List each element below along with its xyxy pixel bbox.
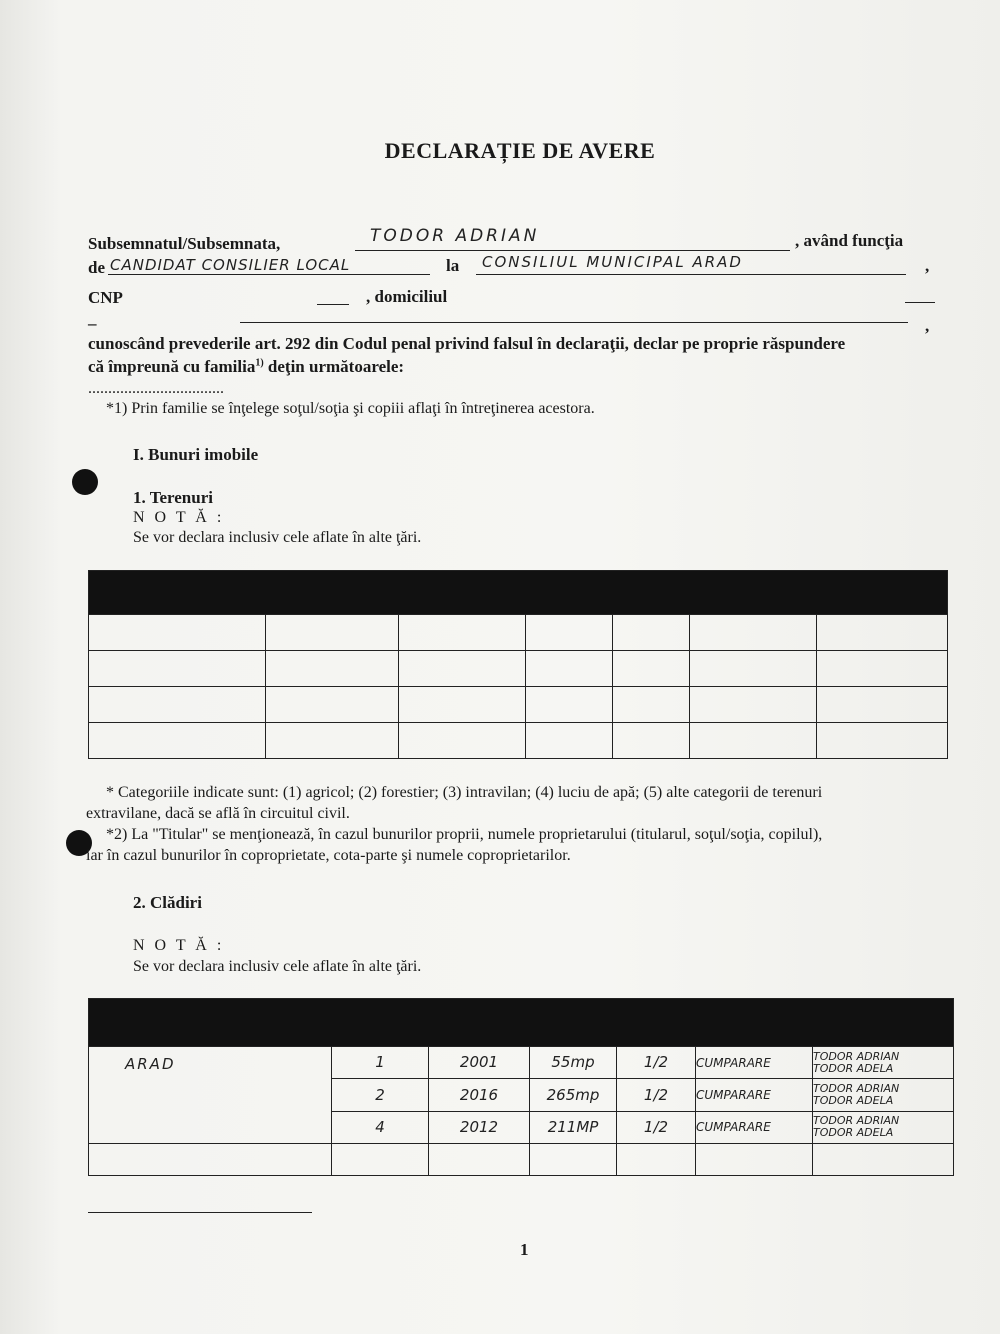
cnp-underline [317, 304, 349, 305]
section-bunuri-imobile: I. Bunuri imobile [133, 445, 259, 464]
terenuri-table-header [89, 571, 948, 615]
dotted-separator: .................................. [88, 380, 224, 397]
footnote-1: *1) Prin familie se înţelege soţul/soţia şi copiii aflaţi în întreţinerea acestora. [106, 400, 595, 417]
footnote-separator [88, 1212, 312, 1213]
cladire-3-titular-1: TODOR ADRIAN [813, 1114, 900, 1128]
cladire-3-titular-2: TODOR ADELA [813, 1126, 894, 1140]
cladire-1-categoria: 1 [375, 1053, 385, 1072]
avand-functia-label: , având funcţia [795, 231, 904, 250]
la-label: la [446, 256, 460, 275]
cladire-1-titular-2: TODOR ADELA [813, 1061, 894, 1075]
cladire-3-anul: 2012 [459, 1117, 499, 1136]
subsection-cladiri: 2. Clădiri [133, 893, 202, 912]
cladire-1-anul: 2001 [459, 1053, 499, 1072]
cladire-2-anul: 2016 [459, 1085, 499, 1104]
categorii-line-1: * Categoriile indicate sunt: (1) agricol; (2) forestier; (3) intravilan; (4) luciu de apă; (5) alte categorii de terenuri [106, 784, 823, 801]
cladire-3-mod: CUMPARARE [696, 1120, 771, 1135]
table-row [89, 1047, 954, 1079]
cladire-2-titular-2: TODOR ADELA [813, 1094, 894, 1108]
footnote-superscript: 1) [255, 357, 264, 369]
nota-2-label: N O T Ă : [133, 937, 225, 954]
subsemnatul-label: Subsemnatul/Subsemnata, [88, 234, 281, 253]
institutia-value: CONSILIUL MUNICIPAL ARAD [482, 253, 743, 271]
terenuri-table [88, 570, 948, 759]
name-underline [355, 250, 790, 251]
cnp-label: CNP [88, 288, 123, 307]
cladiri-table-header [89, 999, 954, 1047]
cladire-1-suprafata: 55mp [551, 1053, 595, 1072]
cladire-2-categoria: 2 [375, 1085, 385, 1104]
subsection-terenuri: 1. Terenuri [133, 488, 213, 507]
functia-underline [108, 274, 430, 275]
table-row [89, 615, 948, 651]
table-row [89, 1143, 954, 1175]
nota-1-text: Se vor declara inclusiv cele aflate în alte ţări. [133, 529, 422, 546]
page-number: 1 [520, 1240, 529, 1259]
table-row [89, 651, 948, 687]
document-title: DECLARAȚIE DE AVERE [384, 138, 656, 163]
punch-hole-1 [72, 469, 98, 495]
nota-2-text: Se vor declara inclusiv cele aflate în alte ţări. [133, 958, 422, 975]
cunoscand-line-2: că împreună cu familia$^{1)}$ deţin următoarele: [88, 357, 405, 376]
institutia-underline [476, 274, 906, 275]
dash-label: – [88, 314, 97, 333]
domiciliul-underline [905, 302, 935, 303]
titular-line-2: iar în cazul bunurilor în coproprietate, cota-parte şi numele coproprietarilor. [86, 847, 571, 864]
cunoscand-line-1: cunoscând prevederile art. 292 din Codul penal privind falsul în declaraţii, declar pe proprie răspundere [88, 334, 846, 353]
cladire-2-suprafata: 265mp [546, 1085, 600, 1104]
categorii-line-2: extravilane, dacă se află în circuitul civil. [86, 805, 350, 822]
table-row [89, 723, 948, 759]
table-row [89, 687, 948, 723]
cladire-1-mod: CUMPARARE [696, 1055, 771, 1070]
cladire-2-cota: 1/2 [643, 1085, 669, 1104]
cladire-3-cota: 1/2 [643, 1117, 669, 1136]
cladire-adresa: ARAD [125, 1055, 176, 1074]
titular-line-1: *2) La "Titular" se menţionează, în cazul bunurilor proprii, numele proprietarului (titularul, soţul/soţia, copilul), [106, 826, 823, 843]
domiciliul-underline-2 [240, 322, 908, 323]
cladire-1-cota: 1/2 [643, 1053, 669, 1072]
cladiri-table [88, 998, 954, 1176]
comma-1: , [925, 256, 930, 275]
domiciliul-label: , domiciliul [366, 287, 448, 306]
cladire-2-mod: CUMPARARE [696, 1088, 771, 1103]
cladire-1-titular-1: TODOR ADRIAN [813, 1049, 900, 1063]
nota-1-label: N O T Ă : [133, 509, 225, 526]
comma-2: , [925, 316, 930, 335]
cladire-3-suprafata: 211MP [547, 1117, 599, 1136]
cladire-2-titular-1: TODOR ADRIAN [813, 1082, 900, 1096]
functia-value: CANDIDAT CONSILIER LOCAL [110, 256, 351, 274]
declarant-name: TODOR ADRIAN [370, 226, 540, 246]
de-label: de [88, 258, 105, 277]
cladire-3-categoria: 4 [375, 1117, 385, 1136]
